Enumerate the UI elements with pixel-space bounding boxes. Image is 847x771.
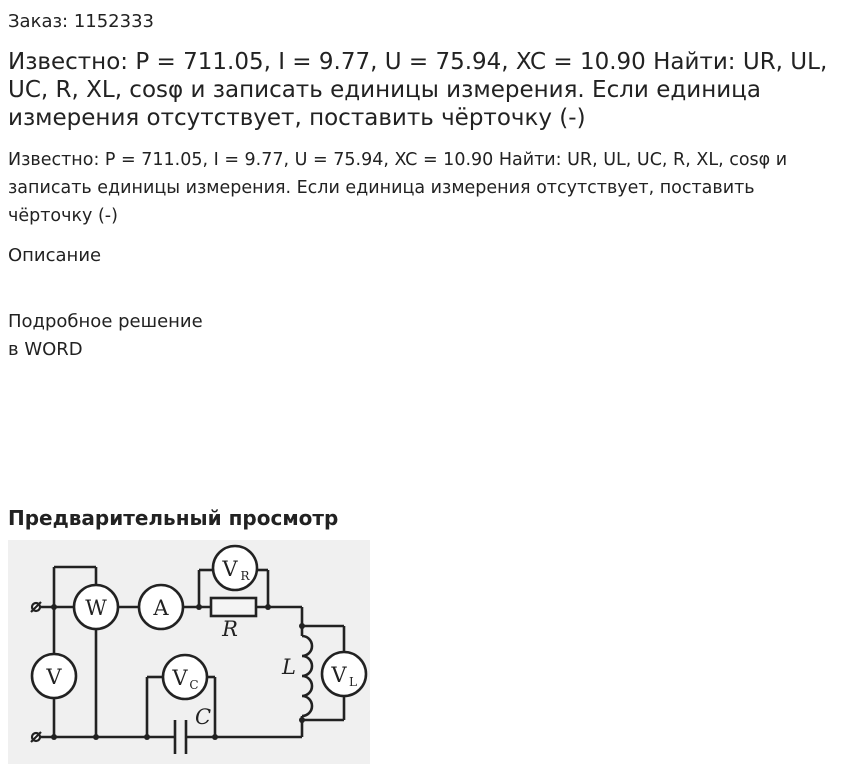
preview-image[interactable] xyxy=(8,540,370,764)
voltmeter-c-label: V xyxy=(172,666,188,690)
capacitor-label: C xyxy=(194,705,212,729)
component-labels xyxy=(195,617,296,729)
order-number: Заказ: 1152333 xyxy=(8,11,154,32)
voltmeter-l-subscript: L xyxy=(349,675,357,689)
ammeter-label: A xyxy=(153,596,169,620)
task-description: Известно: P = 711.05, I = 9.77, U = 75.94, XC = 10.90 Найти: UR, UL, UC, R, XL, cosφ и записать единицы измерения. Если единица измерения отсутствует, поставить чёрточку (-) xyxy=(8,150,788,226)
description-label: Описание xyxy=(8,245,102,266)
capacitor-symbol xyxy=(175,720,186,754)
wattmeter-label: W xyxy=(85,596,107,620)
inductor-label: L xyxy=(282,655,296,679)
resistor-symbol xyxy=(211,598,256,616)
inductor-symbol xyxy=(302,636,312,716)
description-line-2: в WORD xyxy=(8,339,83,360)
preview-title: Предварительный просмотр xyxy=(8,506,339,530)
circuit-diagram xyxy=(8,540,370,764)
description-body xyxy=(8,308,203,364)
description-line-1: Подробное решение xyxy=(8,311,203,332)
voltmeter-r-label: V xyxy=(222,557,238,581)
voltmeter-r-subscript: R xyxy=(240,569,250,583)
voltmeter-label: V xyxy=(46,665,62,689)
voltmeter-l-label: V xyxy=(331,663,347,687)
resistor-label: R xyxy=(222,617,238,641)
voltmeter-c-subscript: C xyxy=(189,678,199,692)
page-title: Известно: P = 711.05, I = 9.77, U = 75.94, XC = 10.90 Найти: UR, UL, UC, R, XL, cosφ и записать единицы измерения. Если единица измерения отсутствует, поставить чёрточку (-) xyxy=(8,49,828,131)
